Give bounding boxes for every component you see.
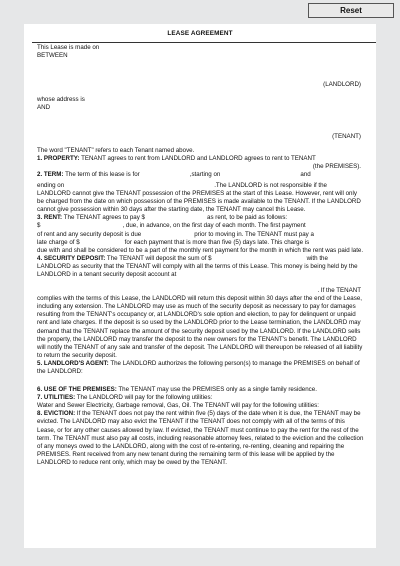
rent-line-3 [37, 231, 365, 239]
term-text-b: ,starting on [189, 170, 221, 178]
section-use-of-premises [37, 386, 365, 394]
reset-button[interactable]: Reset [308, 3, 394, 18]
section-use-heading: 6. USE OF THE PREMISES: [37, 386, 117, 394]
section-deposit-heading: 4. SECURITY DEPOSIT: [37, 254, 106, 262]
deposit-line-2: LANDLORD as security that the TENANT will comply with all the terms of this Lease. This money is being held by the LANDLORD in a tenant security deposit account at [37, 262, 358, 278]
term-text-e: .The LANDLORD is not responsible if the [214, 181, 327, 189]
deposit-text-a: The TENANT will deposit the sum of $ [106, 254, 212, 262]
section-rent-heading: 3. RENT: [37, 214, 63, 222]
section-security-deposit [37, 255, 365, 263]
toolbar [0, 0, 400, 20]
section-eviction-text: If the TENANT does not pay the rent within five (5) days of the date when it is due, the TENANT may be evicted. The LANDLORD may also evict the TENANT if the TENANT does not comply with all of the terms of this Lease, or for any other causes allowed by law. If evicted, the TENANT must continue to pay the rent for the rest of the term. The TENANT must also pay all costs, including reasonable attorney fees, related to the eviction and the collection of any moneys owed to the LANDLORD, along with the cost of re-entering, re-renting, cleaning and repairing the PREMISES. Rent received from any new tenant during the remaining term of this lease will be applied by the LANDLORD to reduce rent only, which may be owed by the TENANT. [37, 410, 364, 466]
rent-line-2 [37, 222, 365, 230]
term-body: LANDLORD cannot give the TENANT possession of the PREMISES at the start of this Lease. However, rent will only be charged from the date on which possession of the PREMISES is made available to the TENANT. If the LANDLORD cannot give possession within 30 days after the starting date, the TENANT may cancel this Lease. [37, 190, 361, 214]
section-utilities-text: The LANDLORD will pay for the following utilities: [76, 394, 213, 402]
section-term [37, 171, 365, 179]
rent-text-e: of rent and any security deposit is due [37, 230, 142, 238]
section-property-text: TENANT agrees to rent from LANDLORD and LANDLORD agrees to rent to TENANT [81, 154, 316, 162]
term-ending [37, 182, 365, 190]
title-divider [32, 42, 376, 43]
section-utilities-heading: 7. UTILITIES: [37, 394, 76, 402]
landlord-label: (LANDLORD) [323, 81, 361, 89]
intro-between: BETWEEN [37, 52, 68, 60]
rent-text-f: prior to moving in. The TENANT must pay a [194, 230, 314, 238]
tenant-definition: The word "TENANT" refers to each Tenant named above. [37, 146, 195, 154]
premises-label: (the PREMISES). [312, 162, 361, 170]
section-eviction-heading: 8. EVICTION: [37, 410, 76, 418]
lease-body [37, 44, 365, 467]
rent-text-g: late charge of $ [37, 238, 80, 246]
rent-body: due with and shall be considered to be a part of the monthly rent payment for the month in which the rent was paid late. [37, 246, 364, 254]
deposit-body: complies with the terms of this Lease, the LANDLORD will return this deposit within 30 days after the end of the Lease, including any extension. The LANDLORD may use as much of the security deposit as necessary to pay for damages resulting from the TENANT's occupancy or, at LANDLORD's sole option and election, to pay for delinquent or unpaid rent and late charges. If the deposit is so used by the LANDLORD prior to the Lease termination, the LANDLORD may demand that the TENANT replace the amount of the security deposit used by the LANDLORD. If the LANDLORD sells the property, the LANDLORD may transfer the deposit to the new owners for the TENANT's benefit. The LANDLORD will notify the TENANT of any sale and transfer of the deposit. The LANDLORD will thereupon be released of all liability to return the security deposit. [37, 295, 363, 359]
document-page [24, 24, 376, 548]
deposit-text-b: with the [306, 254, 328, 262]
intro-and: AND [37, 104, 51, 112]
intro-made-on: This Lease is made on [37, 44, 100, 51]
section-property [37, 155, 365, 163]
rent-text-c: $ [37, 222, 41, 230]
section-utilities [37, 394, 365, 402]
section-use-text: The TENANT may use the PREMISES only as a single family residence. [118, 386, 317, 394]
section-rent [37, 214, 365, 222]
section-term-heading: 2. TERM: [37, 170, 64, 178]
section-property-heading: 1. PROPERTY: [37, 154, 80, 162]
tenant-label: (TENANT) [332, 133, 361, 141]
whose-address-label: whose address is [37, 96, 85, 104]
rent-line-4 [37, 239, 365, 247]
term-text-c: and [300, 170, 311, 178]
deposit-if-tenant: . If the TENANT [317, 287, 361, 295]
section-eviction [37, 410, 365, 467]
rent-text-a: The TENANT agrees to pay $ [63, 214, 145, 222]
term-text-d: ending on [37, 181, 65, 189]
rent-text-h: for each payment that is more than five (5) days late. This charge is [124, 238, 310, 246]
utilities-body: Water and Sewer Electricity, Garbage removal, Gas, Oil. The TENANT will pay for the following utilities: [37, 402, 319, 410]
section-agent-text: The LANDLORD authorizes the following person(s) to manage the PREMISES on behalf of the LANDLORD: [37, 359, 360, 375]
term-text-a: The term of this lease is for [65, 170, 140, 178]
section-landlords-agent [37, 360, 365, 376]
document-title: LEASE AGREEMENT [167, 30, 233, 37]
rent-text-b: as rent, to be paid as follows: [207, 214, 288, 222]
section-agent-heading: 5. LANDLORD'S AGENT: [37, 359, 109, 367]
rent-text-d: , due, in advance, on the first day of each month. The first payment [122, 222, 306, 230]
